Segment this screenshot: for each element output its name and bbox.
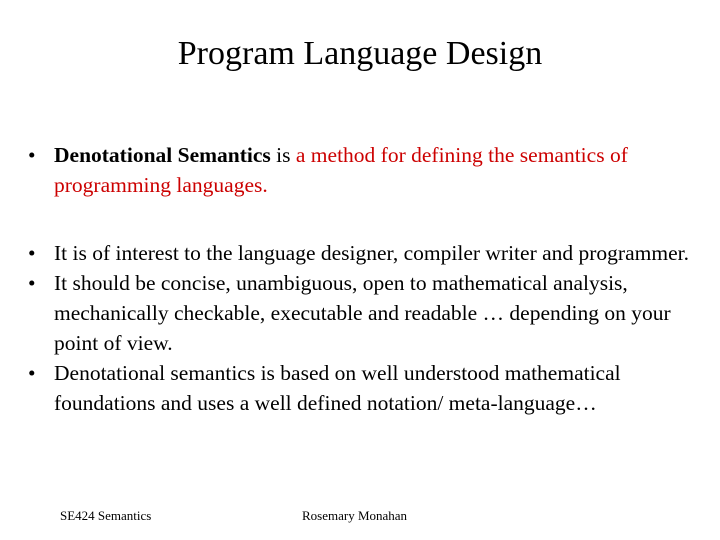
bullet-item — [24, 268, 704, 358]
footer-course: SE424 Semantics — [60, 508, 152, 523]
bullet-icon: • — [28, 361, 36, 385]
bullet-icon: • — [28, 241, 36, 265]
bullet-text: It should be concise, unambiguous, open to mathematical analysis, mechanically checkable, executable and readable … depending on your point of view. — [54, 271, 671, 355]
bullet-item — [24, 358, 704, 418]
bullet-item — [24, 140, 704, 200]
slide-title: Program Language Design — [177, 35, 543, 72]
bullet-connector: is — [270, 143, 296, 167]
bullet-icon: • — [28, 271, 36, 295]
bullet-list — [24, 140, 704, 418]
footer-author: Rosemary Monahan — [302, 508, 408, 523]
bullet-text: It is of interest to the language designer, compiler writer and programmer. — [54, 241, 689, 265]
bullet-term: Denotational Semantics — [54, 143, 271, 167]
bullet-text: Denotational semantics is based on well understood mathematical foundations and uses a well defined notation/ meta-language… — [54, 361, 621, 415]
bullet-definition: a method for defining the semantics of programming languages. — [54, 143, 628, 197]
bullet-item — [24, 238, 704, 268]
bullet-icon: • — [28, 143, 36, 167]
